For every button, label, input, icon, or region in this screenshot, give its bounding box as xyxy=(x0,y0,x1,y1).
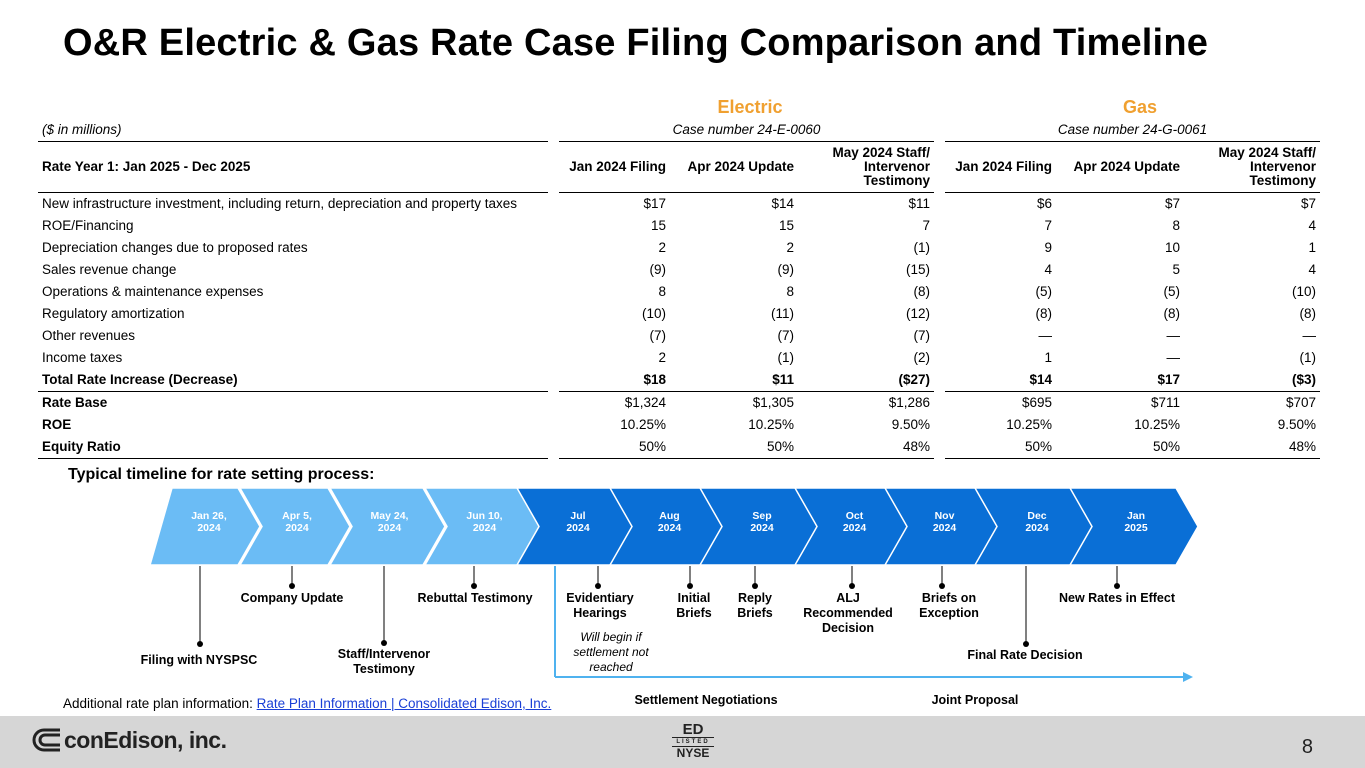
row-value: ($27) xyxy=(798,369,934,392)
electric-case-number: Case number 24-E-0060 xyxy=(559,119,934,142)
row-value: 8 xyxy=(658,284,666,299)
row-value: ($3) xyxy=(1184,369,1320,392)
row-value: $17 xyxy=(643,196,666,211)
row-value: (15) xyxy=(905,262,930,277)
row-value: — xyxy=(1038,328,1052,343)
row-value: $6 xyxy=(1036,196,1052,211)
row-label: Total Rate Increase (Decrease) xyxy=(38,369,548,392)
event-briefs-exception: Briefs on Exception xyxy=(919,591,979,620)
row-value: $1,286 xyxy=(888,395,930,410)
row-value: (1) xyxy=(777,350,794,365)
row-label: ROE xyxy=(42,417,72,432)
chevron-label-line1: Sep xyxy=(752,510,772,522)
row-value: — xyxy=(1166,350,1180,365)
electric-group-heading: Electric xyxy=(717,97,783,117)
row-value: $11 xyxy=(670,369,798,392)
row-value: (8) xyxy=(1035,306,1052,321)
chevron-label-line2: 2024 xyxy=(932,522,957,534)
row-value: 4 xyxy=(1308,218,1316,233)
row-value: 50% xyxy=(945,436,1056,459)
row-value: (10) xyxy=(1291,284,1316,299)
chevron-label-line2: 2024 xyxy=(1025,522,1049,534)
event-settlement-negotiations: Settlement Negotiations xyxy=(634,693,778,707)
chevron-label-line2: 2024 xyxy=(566,522,590,534)
row-value: 9.50% xyxy=(891,417,930,432)
chevron-label-line2: 2024 xyxy=(472,522,497,534)
row-value: $14 xyxy=(771,196,794,211)
settlement-arrowhead-icon xyxy=(1183,672,1193,682)
row-value: 7 xyxy=(922,218,930,233)
additional-info-label: Additional rate plan information: xyxy=(63,696,257,711)
row-value: (7) xyxy=(913,328,930,343)
row-value: $7 xyxy=(1164,196,1180,211)
header-label: Rate Year 1: Jan 2025 - Dec 2025 xyxy=(38,142,548,193)
nyse-listed: LISTED xyxy=(672,737,714,747)
row-label: Income taxes xyxy=(42,350,123,365)
row-value: $1,324 xyxy=(624,395,666,410)
event-marker-dot xyxy=(381,640,387,646)
chevron-label-line1: Apr 5, xyxy=(282,510,312,522)
event-marker-dot xyxy=(849,583,855,589)
row-value: (9) xyxy=(777,262,794,277)
timeline-chevron-label xyxy=(360,510,420,534)
timeline-chevron-label xyxy=(825,510,885,534)
row-value: 9.50% xyxy=(1277,417,1316,432)
row-value: 10 xyxy=(1164,240,1180,255)
row-value: $11 xyxy=(908,196,930,211)
row-value: $695 xyxy=(1021,395,1052,410)
row-value: $17 xyxy=(1056,369,1184,392)
row-label: Other revenues xyxy=(42,328,136,343)
row-value: (1) xyxy=(1299,350,1316,365)
timeline-chevron-label xyxy=(548,510,608,534)
timeline-chevron-label xyxy=(915,510,975,534)
event-reply-briefs: Reply Briefs xyxy=(737,591,773,620)
header-electric-may: May 2024 Staff/ Intervenor Testimony xyxy=(798,142,934,193)
row-value: 10.25% xyxy=(1006,417,1052,432)
chevron-label-line2: 2025 xyxy=(1124,522,1148,534)
additional-info xyxy=(63,696,551,711)
chevron-label-line2: 2024 xyxy=(377,522,402,534)
row-value: 15 xyxy=(778,218,794,233)
chevron-label-line2: 2024 xyxy=(657,522,682,534)
row-value: $18 xyxy=(559,369,670,392)
row-value: 2 xyxy=(786,240,794,255)
row-value: 2 xyxy=(658,350,666,365)
timeline-chevron-label xyxy=(1007,510,1067,534)
row-label: Depreciation changes due to proposed rates xyxy=(42,240,308,255)
nyse-listed-badge xyxy=(672,722,714,760)
event-initial-briefs: Initial Briefs xyxy=(676,591,712,620)
row-value: (8) xyxy=(1299,306,1316,321)
event-evidentiary-hearings: Evidentiary Hearings xyxy=(566,591,634,620)
chevron-label-line1: Nov xyxy=(934,510,955,522)
row-value: (1) xyxy=(913,240,930,255)
chevron-label-line1: Oct xyxy=(845,510,864,522)
row-value: 48% xyxy=(1184,436,1320,459)
row-value: (11) xyxy=(770,306,794,321)
row-value: 50% xyxy=(559,436,670,459)
row-value: (12) xyxy=(905,306,930,321)
event-alj-decision: ALJ Recommended Decision xyxy=(803,591,893,635)
row-value: 9 xyxy=(1044,240,1052,255)
page-title: O&R Electric & Gas Rate Case Filing Comparison and Timeline xyxy=(63,22,1209,64)
row-value: (8) xyxy=(1163,306,1180,321)
event-marker-dot xyxy=(197,641,203,647)
nyse-ed: ED xyxy=(682,721,704,738)
event-marker-dot xyxy=(687,583,693,589)
conedison-mark-icon xyxy=(30,727,64,753)
nyse-label: NYSE xyxy=(676,746,710,760)
row-value: (5) xyxy=(1035,284,1052,299)
row-value: $1,305 xyxy=(752,395,794,410)
event-marker-dot xyxy=(595,583,601,589)
row-value: $711 xyxy=(1150,395,1180,410)
event-joint-proposal: Joint Proposal xyxy=(931,693,1019,707)
event-final-decision: Final Rate Decision xyxy=(967,648,1083,662)
event-marker-dot xyxy=(1114,583,1120,589)
event-marker-dot xyxy=(752,583,758,589)
row-label: Rate Base xyxy=(42,395,108,410)
chevron-label-line2: 2024 xyxy=(285,522,309,534)
event-company-update: Company Update xyxy=(240,591,344,605)
row-value: 50% xyxy=(670,436,798,459)
chevron-label-line2: 2024 xyxy=(197,522,221,534)
conedison-logo xyxy=(30,727,226,754)
timeline-title: Typical timeline for rate setting process: xyxy=(68,466,375,483)
row-value: $7 xyxy=(1300,196,1316,211)
chevron-label-line1: Aug xyxy=(659,510,680,522)
row-value: (5) xyxy=(1163,284,1180,299)
event-marker-dot xyxy=(1023,641,1029,647)
event-staff-testimony: Staff/Intervenor Testimony xyxy=(337,647,431,676)
row-value: (8) xyxy=(913,284,930,299)
event-marker-dot xyxy=(939,583,945,589)
row-value: $14 xyxy=(945,369,1056,392)
row-value: 4 xyxy=(1308,262,1316,277)
header-gas-jan: Jan 2024 Filing xyxy=(945,142,1056,193)
timeline-chevron-label xyxy=(1106,510,1166,534)
chevron-label-line1: May 24, xyxy=(370,510,409,522)
row-value: — xyxy=(1302,328,1316,343)
timeline-chevron-label xyxy=(640,510,700,534)
evidentiary-note: Will begin if settlement not reached xyxy=(573,630,649,674)
row-value: $707 xyxy=(1285,395,1316,410)
row-value: 7 xyxy=(1044,218,1052,233)
chevron-label-line2: 2024 xyxy=(750,522,774,534)
logo-text: conEdison, inc. xyxy=(64,727,227,753)
row-value: 5 xyxy=(1172,262,1180,277)
timeline-chevron-label xyxy=(267,510,327,534)
rate-plan-link[interactable]: Rate Plan Information | Consolidated Edison, Inc. xyxy=(256,696,552,711)
row-label: Regulatory amortization xyxy=(42,306,185,321)
row-value: (7) xyxy=(777,328,794,343)
row-value: — xyxy=(1166,328,1180,343)
timeline-chevron-label xyxy=(179,510,239,534)
event-new-rates: New Rates in Effect xyxy=(1058,591,1175,605)
row-label: Equity Ratio xyxy=(38,436,548,459)
event-marker-dot xyxy=(471,583,477,589)
row-value: 8 xyxy=(1172,218,1180,233)
chevron-label-line1: Jun 10, xyxy=(466,510,503,522)
gas-group-heading: Gas xyxy=(1122,97,1158,117)
row-value: 1 xyxy=(1308,240,1316,255)
header-electric-apr: Apr 2024 Update xyxy=(670,142,798,193)
header-gas-may: May 2024 Staff/ Intervenor Testimony xyxy=(1184,142,1320,193)
timeline-chevron-label xyxy=(732,510,792,534)
row-value: 10.25% xyxy=(748,417,794,432)
event-marker-dot xyxy=(289,583,295,589)
chevron-label-line2: 2024 xyxy=(842,522,867,534)
chevron-label-line1: Dec xyxy=(1027,510,1047,522)
row-value: (7) xyxy=(649,328,666,343)
page-number: 8 xyxy=(1301,736,1313,758)
chevron-label-line1: Jan xyxy=(1126,510,1146,522)
row-label: Sales revenue change xyxy=(42,262,177,277)
chevron-label-line1: Jul xyxy=(570,510,586,522)
row-label: New infrastructure investment, including return, depreciation and property taxes xyxy=(42,196,517,211)
row-value: (9) xyxy=(649,262,666,277)
row-value: 15 xyxy=(650,218,666,233)
timeline-chevron-label xyxy=(455,510,515,534)
row-value: 50% xyxy=(1056,436,1184,459)
row-value: 48% xyxy=(798,436,934,459)
event-rebuttal: Rebuttal Testimony xyxy=(417,591,533,605)
row-value: (2) xyxy=(913,350,930,365)
row-label: ROE/Financing xyxy=(42,218,134,233)
row-value: 4 xyxy=(1044,262,1052,277)
header-gas-apr: Apr 2024 Update xyxy=(1056,142,1184,193)
chevron-label-line1: Jan 26, xyxy=(191,510,227,522)
header-electric-jan: Jan 2024 Filing xyxy=(559,142,670,193)
row-value: 10.25% xyxy=(1134,417,1180,432)
row-value: 8 xyxy=(786,284,794,299)
row-label: Operations & maintenance expenses xyxy=(42,284,264,299)
row-value: 1 xyxy=(1044,350,1052,365)
event-filing: Filing with NYSPSC xyxy=(140,653,258,667)
row-value: (10) xyxy=(641,306,666,321)
row-value: 2 xyxy=(658,240,666,255)
row-value: 10.25% xyxy=(620,417,666,432)
gas-case-number: Case number 24-G-0061 xyxy=(945,119,1320,142)
units-label: ($ in millions) xyxy=(38,119,548,142)
